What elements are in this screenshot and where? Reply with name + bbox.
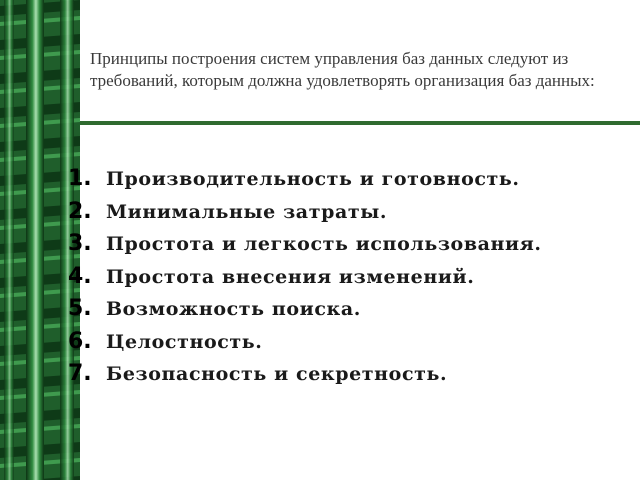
- list-item-text: Возможность поиска.: [106, 298, 361, 320]
- list-item: [68, 329, 542, 362]
- list-item: [68, 361, 542, 394]
- list-item: [68, 231, 542, 264]
- list-item: [68, 296, 542, 329]
- list-item-text: Производительность и готовность.: [106, 168, 520, 190]
- list-item-number: 1.: [68, 166, 92, 191]
- list-item-number: 7.: [68, 361, 92, 386]
- list-item-number: 5.: [68, 296, 92, 321]
- list-item: [68, 199, 542, 232]
- list-item-text: Безопасность и секретность.: [106, 363, 448, 385]
- list-item-text: Простота внесения изменений.: [106, 265, 475, 288]
- list-item-text: Простота и легкость использования.: [106, 233, 542, 255]
- list-item: [68, 166, 542, 199]
- list-item-number: 4.: [68, 263, 92, 289]
- list-item-text: Целостность.: [106, 330, 263, 353]
- list-item-number: 2.: [68, 198, 92, 224]
- list-item-text: Минимальные затраты.: [106, 200, 388, 223]
- list-item-number: 6.: [68, 328, 92, 354]
- title-divider: [80, 121, 640, 125]
- principles-list: [68, 166, 542, 394]
- slide-title: Принципы построения систем управления баз данных следуют из требований, которым должна удовлетворять организация баз данных:: [90, 49, 595, 90]
- list-item-number: 3.: [68, 231, 92, 256]
- list-item: [68, 264, 542, 297]
